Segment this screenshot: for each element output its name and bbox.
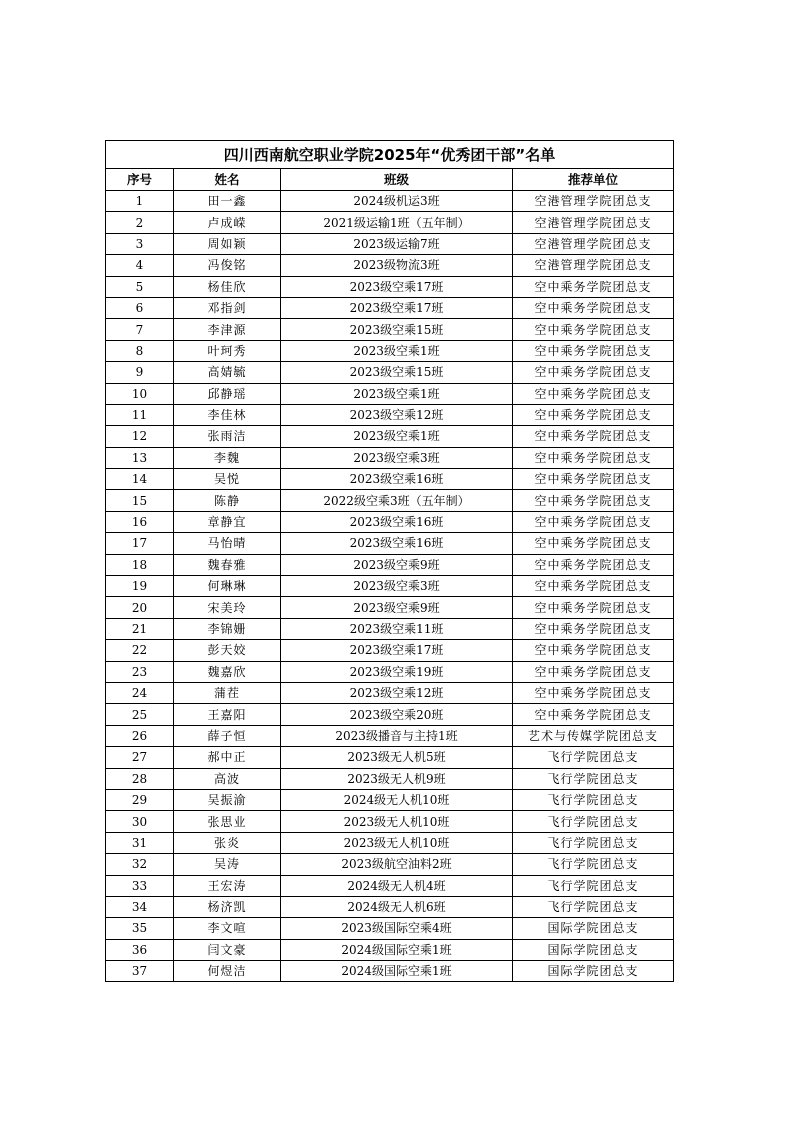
cell-unit: 空中乘务学院团总支 xyxy=(513,490,674,511)
cell-name: 杨佳欣 xyxy=(174,276,281,297)
table-row xyxy=(106,597,674,618)
cell-unit: 空中乘务学院团总支 xyxy=(513,640,674,661)
honor-list-table xyxy=(105,140,674,982)
cell-class: 2023级空乘15班 xyxy=(281,319,513,340)
cell-name: 卢成嵘 xyxy=(174,212,281,233)
cell-name: 吴悦 xyxy=(174,469,281,490)
cell-class: 2023级空乘17班 xyxy=(281,640,513,661)
table-row xyxy=(106,661,674,682)
cell-class: 2023级空乘3班 xyxy=(281,447,513,468)
cell-class: 2023级播音与主持1班 xyxy=(281,725,513,746)
title-row xyxy=(106,141,674,169)
table-row xyxy=(106,961,674,982)
cell-unit: 空中乘务学院团总支 xyxy=(513,383,674,404)
cell-class: 2023级空乘1班 xyxy=(281,340,513,361)
cell-index: 10 xyxy=(106,383,174,404)
cell-name: 周如颖 xyxy=(174,233,281,254)
cell-unit: 飞行学院团总支 xyxy=(513,832,674,853)
cell-unit: 空中乘务学院团总支 xyxy=(513,682,674,703)
table-row xyxy=(106,383,674,404)
cell-index: 25 xyxy=(106,704,174,725)
cell-unit: 空中乘务学院团总支 xyxy=(513,533,674,554)
cell-class: 2023级无人机10班 xyxy=(281,832,513,853)
cell-index: 31 xyxy=(106,832,174,853)
cell-index: 7 xyxy=(106,319,174,340)
cell-name: 章静宜 xyxy=(174,511,281,532)
cell-name: 陈静 xyxy=(174,490,281,511)
cell-unit: 空中乘务学院团总支 xyxy=(513,447,674,468)
cell-index: 21 xyxy=(106,618,174,639)
table-row xyxy=(106,640,674,661)
cell-class: 2023级空乘3班 xyxy=(281,576,513,597)
cell-name: 李津源 xyxy=(174,319,281,340)
cell-class: 2023级航空油料2班 xyxy=(281,854,513,875)
cell-unit: 飞行学院团总支 xyxy=(513,896,674,917)
cell-index: 8 xyxy=(106,340,174,361)
cell-name: 张雨洁 xyxy=(174,426,281,447)
table-row xyxy=(106,725,674,746)
table-row xyxy=(106,490,674,511)
table-row xyxy=(106,918,674,939)
cell-unit: 空中乘务学院团总支 xyxy=(513,276,674,297)
cell-unit: 空中乘务学院团总支 xyxy=(513,704,674,725)
cell-name: 吴振渝 xyxy=(174,789,281,810)
cell-unit: 空中乘务学院团总支 xyxy=(513,618,674,639)
cell-index: 1 xyxy=(106,191,174,212)
cell-index: 30 xyxy=(106,811,174,832)
cell-class: 2023级无人机9班 xyxy=(281,768,513,789)
table-row xyxy=(106,704,674,725)
cell-unit: 国际学院团总支 xyxy=(513,939,674,960)
cell-index: 28 xyxy=(106,768,174,789)
cell-index: 35 xyxy=(106,918,174,939)
cell-class: 2023级空乘1班 xyxy=(281,383,513,404)
table-row xyxy=(106,319,674,340)
cell-index: 6 xyxy=(106,297,174,318)
cell-class: 2023级物流3班 xyxy=(281,255,513,276)
cell-name: 邓指剑 xyxy=(174,297,281,318)
cell-name: 叶珂秀 xyxy=(174,340,281,361)
cell-class: 2024级国际空乘1班 xyxy=(281,961,513,982)
cell-unit: 空中乘务学院团总支 xyxy=(513,340,674,361)
cell-name: 王嘉阳 xyxy=(174,704,281,725)
cell-class: 2023级空乘16班 xyxy=(281,511,513,532)
cell-name: 邱静瑶 xyxy=(174,383,281,404)
cell-class: 2023级运输7班 xyxy=(281,233,513,254)
cell-unit: 空中乘务学院团总支 xyxy=(513,404,674,425)
cell-unit: 空中乘务学院团总支 xyxy=(513,554,674,575)
cell-name: 李魏 xyxy=(174,447,281,468)
cell-name: 杨济凯 xyxy=(174,896,281,917)
cell-index: 12 xyxy=(106,426,174,447)
table-row xyxy=(106,212,674,233)
cell-name: 冯俊铭 xyxy=(174,255,281,276)
cell-class: 2023级空乘11班 xyxy=(281,618,513,639)
cell-index: 19 xyxy=(106,576,174,597)
cell-index: 24 xyxy=(106,682,174,703)
cell-class: 2023级无人机10班 xyxy=(281,811,513,832)
cell-name: 张炎 xyxy=(174,832,281,853)
cell-class: 2024级无人机6班 xyxy=(281,896,513,917)
cell-index: 23 xyxy=(106,661,174,682)
table-row xyxy=(106,469,674,490)
cell-index: 34 xyxy=(106,896,174,917)
cell-index: 37 xyxy=(106,961,174,982)
cell-class: 2024级无人机4班 xyxy=(281,875,513,896)
cell-index: 5 xyxy=(106,276,174,297)
cell-name: 吴涛 xyxy=(174,854,281,875)
table-row xyxy=(106,811,674,832)
table-row xyxy=(106,276,674,297)
cell-index: 32 xyxy=(106,854,174,875)
table-row xyxy=(106,255,674,276)
table-row xyxy=(106,747,674,768)
cell-class: 2023级空乘17班 xyxy=(281,276,513,297)
header-row xyxy=(106,169,674,191)
table-row xyxy=(106,896,674,917)
table-row xyxy=(106,875,674,896)
cell-unit: 空中乘务学院团总支 xyxy=(513,511,674,532)
cell-index: 11 xyxy=(106,404,174,425)
cell-index: 36 xyxy=(106,939,174,960)
table-row xyxy=(106,682,674,703)
table-row xyxy=(106,362,674,383)
cell-class: 2023级无人机5班 xyxy=(281,747,513,768)
cell-index: 3 xyxy=(106,233,174,254)
cell-name: 王宏涛 xyxy=(174,875,281,896)
table-row xyxy=(106,618,674,639)
cell-class: 2023级空乘9班 xyxy=(281,597,513,618)
cell-index: 2 xyxy=(106,212,174,233)
cell-index: 17 xyxy=(106,533,174,554)
cell-unit: 飞行学院团总支 xyxy=(513,747,674,768)
cell-unit: 飞行学院团总支 xyxy=(513,768,674,789)
table-row xyxy=(106,789,674,810)
cell-index: 4 xyxy=(106,255,174,276)
cell-index: 26 xyxy=(106,725,174,746)
cell-name: 郝中正 xyxy=(174,747,281,768)
table-row xyxy=(106,447,674,468)
table-row xyxy=(106,511,674,532)
cell-class: 2023级空乘12班 xyxy=(281,404,513,425)
cell-name: 马怡晴 xyxy=(174,533,281,554)
table-row xyxy=(106,554,674,575)
table-row xyxy=(106,854,674,875)
cell-unit: 艺术与传媒学院团总支 xyxy=(513,725,674,746)
cell-index: 14 xyxy=(106,469,174,490)
cell-class: 2023级空乘19班 xyxy=(281,661,513,682)
cell-class: 2022级空乘3班（五年制） xyxy=(281,490,513,511)
column-header-index: 序号 xyxy=(106,169,174,191)
cell-name: 田一鑫 xyxy=(174,191,281,212)
table-body xyxy=(106,191,674,982)
cell-index: 13 xyxy=(106,447,174,468)
cell-class: 2023级空乘16班 xyxy=(281,533,513,554)
cell-unit: 飞行学院团总支 xyxy=(513,854,674,875)
table-row xyxy=(106,404,674,425)
cell-index: 29 xyxy=(106,789,174,810)
cell-class: 2024级机运3班 xyxy=(281,191,513,212)
table-row xyxy=(106,191,674,212)
cell-name: 李佳林 xyxy=(174,404,281,425)
cell-name: 李锦姗 xyxy=(174,618,281,639)
cell-class: 2023级空乘9班 xyxy=(281,554,513,575)
table-row xyxy=(106,939,674,960)
column-header-name: 姓名 xyxy=(174,169,281,191)
cell-unit: 空中乘务学院团总支 xyxy=(513,319,674,340)
cell-unit: 空中乘务学院团总支 xyxy=(513,661,674,682)
cell-unit: 空港管理学院团总支 xyxy=(513,212,674,233)
cell-unit: 空港管理学院团总支 xyxy=(513,233,674,254)
cell-class: 2023级空乘1班 xyxy=(281,426,513,447)
cell-unit: 国际学院团总支 xyxy=(513,961,674,982)
cell-unit: 空中乘务学院团总支 xyxy=(513,362,674,383)
cell-name: 彭天姣 xyxy=(174,640,281,661)
table-row xyxy=(106,768,674,789)
cell-name: 魏春雅 xyxy=(174,554,281,575)
cell-name: 魏嘉欣 xyxy=(174,661,281,682)
cell-name: 高婧毓 xyxy=(174,362,281,383)
cell-class: 2023级空乘15班 xyxy=(281,362,513,383)
table-title: 四川西南航空职业学院2025年“优秀团干部”名单 xyxy=(106,141,674,169)
cell-name: 薛子恒 xyxy=(174,725,281,746)
cell-class: 2023级空乘12班 xyxy=(281,682,513,703)
table-row xyxy=(106,233,674,254)
table-row xyxy=(106,340,674,361)
cell-name: 何琳琳 xyxy=(174,576,281,597)
cell-class: 2024级无人机10班 xyxy=(281,789,513,810)
cell-class: 2024级国际空乘1班 xyxy=(281,939,513,960)
cell-index: 9 xyxy=(106,362,174,383)
cell-index: 22 xyxy=(106,640,174,661)
cell-name: 闫文豪 xyxy=(174,939,281,960)
cell-unit: 空中乘务学院团总支 xyxy=(513,297,674,318)
cell-unit: 空中乘务学院团总支 xyxy=(513,469,674,490)
table-row xyxy=(106,297,674,318)
cell-name: 李文喧 xyxy=(174,918,281,939)
cell-class: 2023级空乘16班 xyxy=(281,469,513,490)
cell-unit: 空港管理学院团总支 xyxy=(513,255,674,276)
cell-unit: 飞行学院团总支 xyxy=(513,789,674,810)
cell-unit: 空中乘务学院团总支 xyxy=(513,597,674,618)
table-row xyxy=(106,426,674,447)
cell-class: 2023级国际空乘4班 xyxy=(281,918,513,939)
cell-name: 蒲茬 xyxy=(174,682,281,703)
cell-index: 20 xyxy=(106,597,174,618)
cell-unit: 飞行学院团总支 xyxy=(513,811,674,832)
cell-unit: 空中乘务学院团总支 xyxy=(513,426,674,447)
cell-name: 高波 xyxy=(174,768,281,789)
table-row xyxy=(106,533,674,554)
table-row xyxy=(106,832,674,853)
cell-index: 33 xyxy=(106,875,174,896)
cell-class: 2023级空乘17班 xyxy=(281,297,513,318)
cell-index: 27 xyxy=(106,747,174,768)
column-header-class: 班级 xyxy=(281,169,513,191)
cell-name: 宋美玲 xyxy=(174,597,281,618)
cell-unit: 飞行学院团总支 xyxy=(513,875,674,896)
cell-index: 15 xyxy=(106,490,174,511)
column-header-unit: 推荐单位 xyxy=(513,169,674,191)
table-row xyxy=(106,576,674,597)
cell-unit: 空港管理学院团总支 xyxy=(513,191,674,212)
cell-unit: 空中乘务学院团总支 xyxy=(513,576,674,597)
cell-index: 18 xyxy=(106,554,174,575)
cell-class: 2023级空乘20班 xyxy=(281,704,513,725)
cell-unit: 国际学院团总支 xyxy=(513,918,674,939)
cell-index: 16 xyxy=(106,511,174,532)
cell-name: 张思业 xyxy=(174,811,281,832)
cell-name: 何煜洁 xyxy=(174,961,281,982)
cell-class: 2021级运输1班（五年制） xyxy=(281,212,513,233)
